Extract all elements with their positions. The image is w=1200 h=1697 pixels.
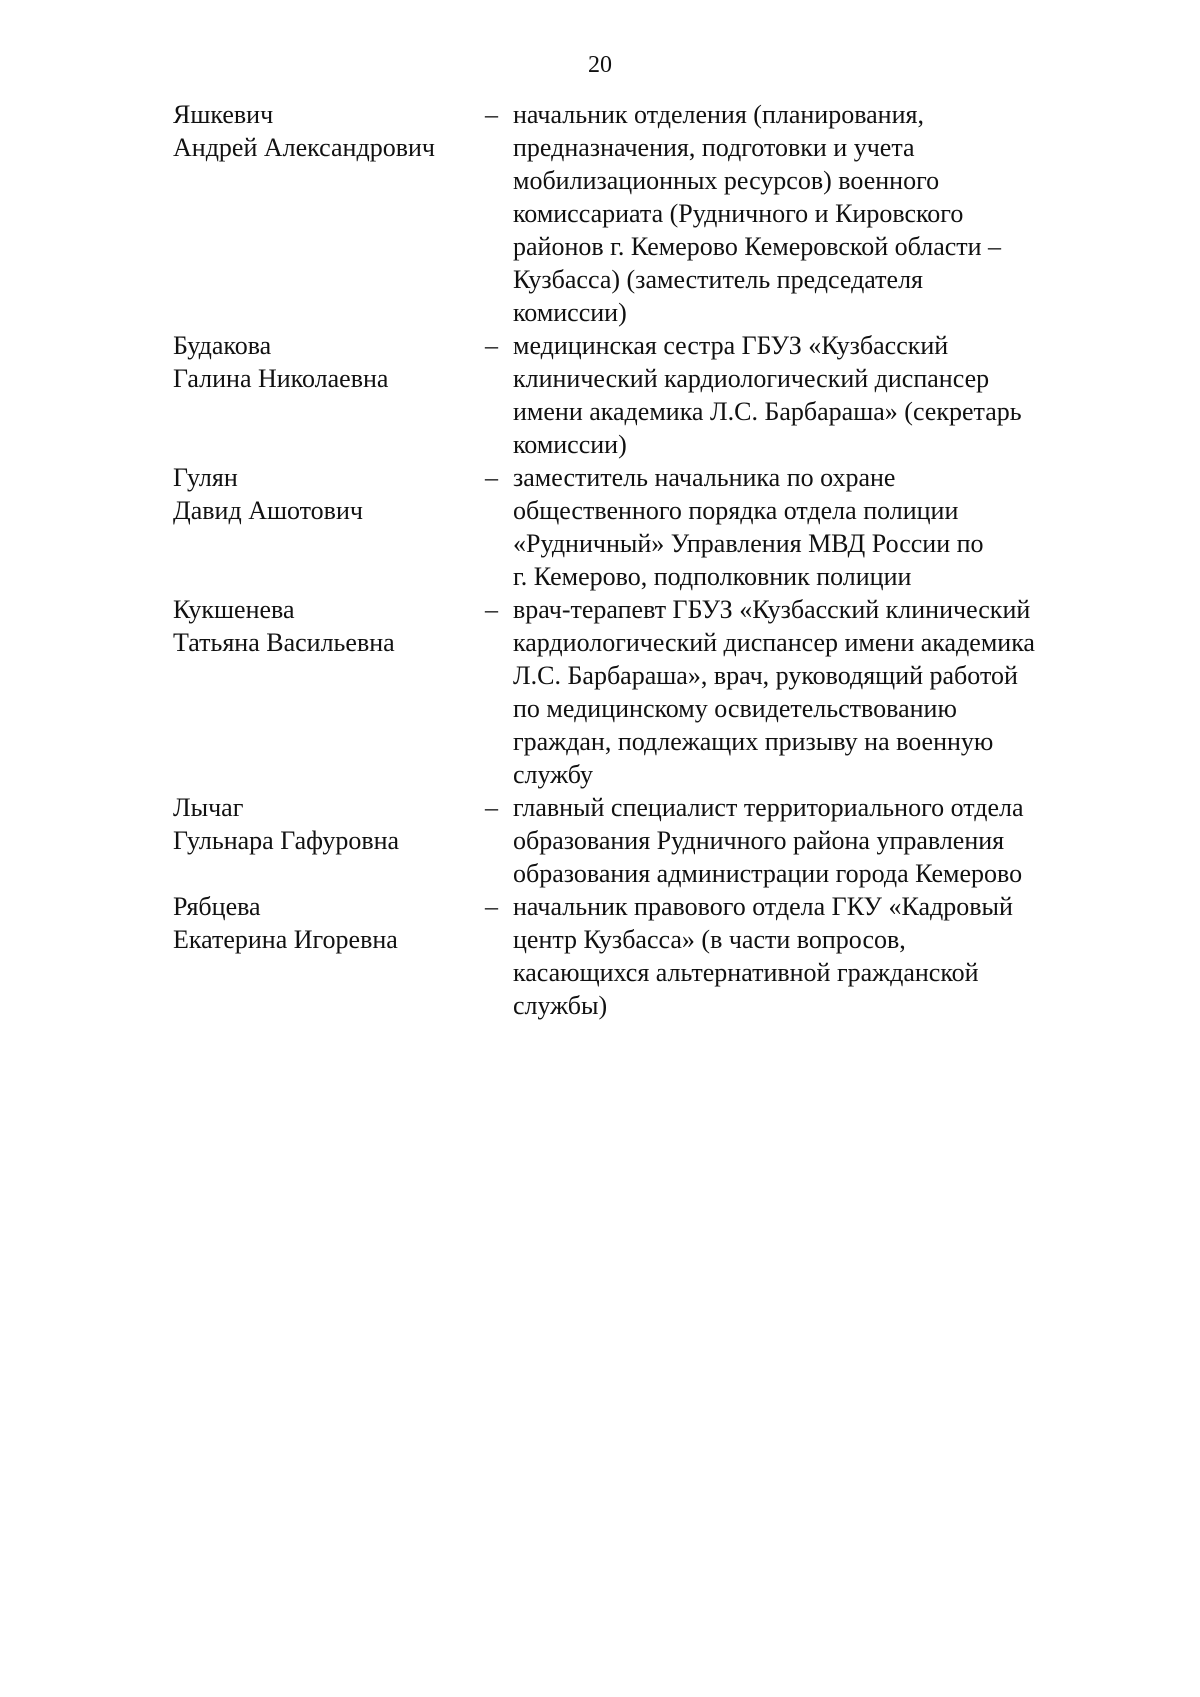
member-surname: Кукшенева [173, 595, 295, 624]
member-role-line: начальник отделения (планирования, [513, 100, 924, 129]
member-role-line: по медицинскому освидетельствованию [513, 694, 957, 723]
member-name [173, 329, 483, 461]
member-role-line: Л.С. Барбараша», врач, руководящий работой [513, 661, 1018, 690]
member-role-line: главный специалист территориального отдела [513, 793, 1024, 822]
member-role-line: Кузбасса) (заместитель председателя [513, 265, 924, 294]
member-role [513, 593, 1103, 791]
page-number: 20 [588, 52, 612, 78]
member-role-line: комиссариата (Рудничного и Кировского [513, 199, 964, 228]
member-role [513, 461, 1103, 593]
member-entry [173, 791, 1103, 890]
member-role [513, 329, 1103, 461]
member-surname: Рябцева [173, 892, 261, 921]
member-role-line: медицинская сестра ГБУЗ «Кузбасский [513, 331, 949, 360]
member-name [173, 593, 483, 791]
member-role-line: предназначения, подготовки и учета [513, 133, 915, 162]
member-role-line: г. Кемерово, подполковник полиции [513, 562, 912, 591]
member-name [173, 461, 483, 593]
member-role-line: граждан, подлежащих призыву на военную [513, 727, 994, 756]
member-role-line: начальник правового отдела ГКУ «Кадровый [513, 892, 1013, 921]
member-surname: Будакова [173, 331, 272, 360]
member-entry [173, 98, 1103, 329]
member-role-line: образования Рудничного района управления [513, 826, 1005, 855]
member-role-line: комиссии) [513, 298, 627, 327]
member-role-line: мобилизационных ресурсов) военного [513, 166, 940, 195]
member-entry [173, 329, 1103, 461]
member-role [513, 98, 1103, 329]
member-given-names: Андрей Александрович [173, 133, 435, 162]
member-role-line: клинический кардиологический диспансер [513, 364, 990, 393]
member-given-names: Галина Николаевна [173, 364, 389, 393]
member-role-line: районов г. Кемерово Кемеровской области – [513, 232, 1002, 261]
member-dash: – [485, 100, 498, 129]
member-surname: Лычаг [173, 793, 244, 822]
member-dash: – [485, 463, 498, 492]
member-role-line: имени академика Л.С. Барбараша» (секретарь [513, 397, 1022, 426]
member-name [173, 98, 483, 329]
member-given-names: Екатерина Игоревна [173, 925, 398, 954]
member-entry [173, 461, 1103, 593]
member-dash: – [485, 331, 498, 360]
member-role-line: образования администрации города Кемерово [513, 859, 1023, 888]
member-role-line: «Рудничный» Управления МВД России по [513, 529, 984, 558]
member-name [173, 791, 483, 890]
member-role-line: центр Кузбасса» (в части вопросов, [513, 925, 906, 954]
member-role-line: касающихся альтернативной гражданской [513, 958, 979, 987]
member-entry [173, 593, 1103, 791]
member-role-line: заместитель начальника по охране [513, 463, 896, 492]
member-role-line: врач-терапевт ГБУЗ «Кузбасский клинический [513, 595, 1031, 624]
member-role-line: службу [513, 760, 594, 789]
member-dash: – [485, 793, 498, 822]
member-dash: – [485, 595, 498, 624]
member-surname: Гулян [173, 463, 238, 492]
member-dash: – [485, 892, 498, 921]
member-role [513, 890, 1103, 1022]
commission-members-list [173, 98, 1103, 1022]
member-surname: Яшкевич [173, 100, 274, 129]
member-role-line: общественного порядка отдела полиции [513, 496, 959, 525]
member-given-names: Татьяна Васильевна [173, 628, 395, 657]
member-role-line: службы) [513, 991, 608, 1020]
member-name [173, 890, 483, 1022]
member-role [513, 791, 1103, 890]
member-given-names: Гульнара Гафуровна [173, 826, 400, 855]
member-role-line: комиссии) [513, 430, 627, 459]
member-given-names: Давид Ашотович [173, 496, 363, 525]
member-entry [173, 890, 1103, 1022]
member-role-line: кардиологический диспансер имени академика [513, 628, 1035, 657]
